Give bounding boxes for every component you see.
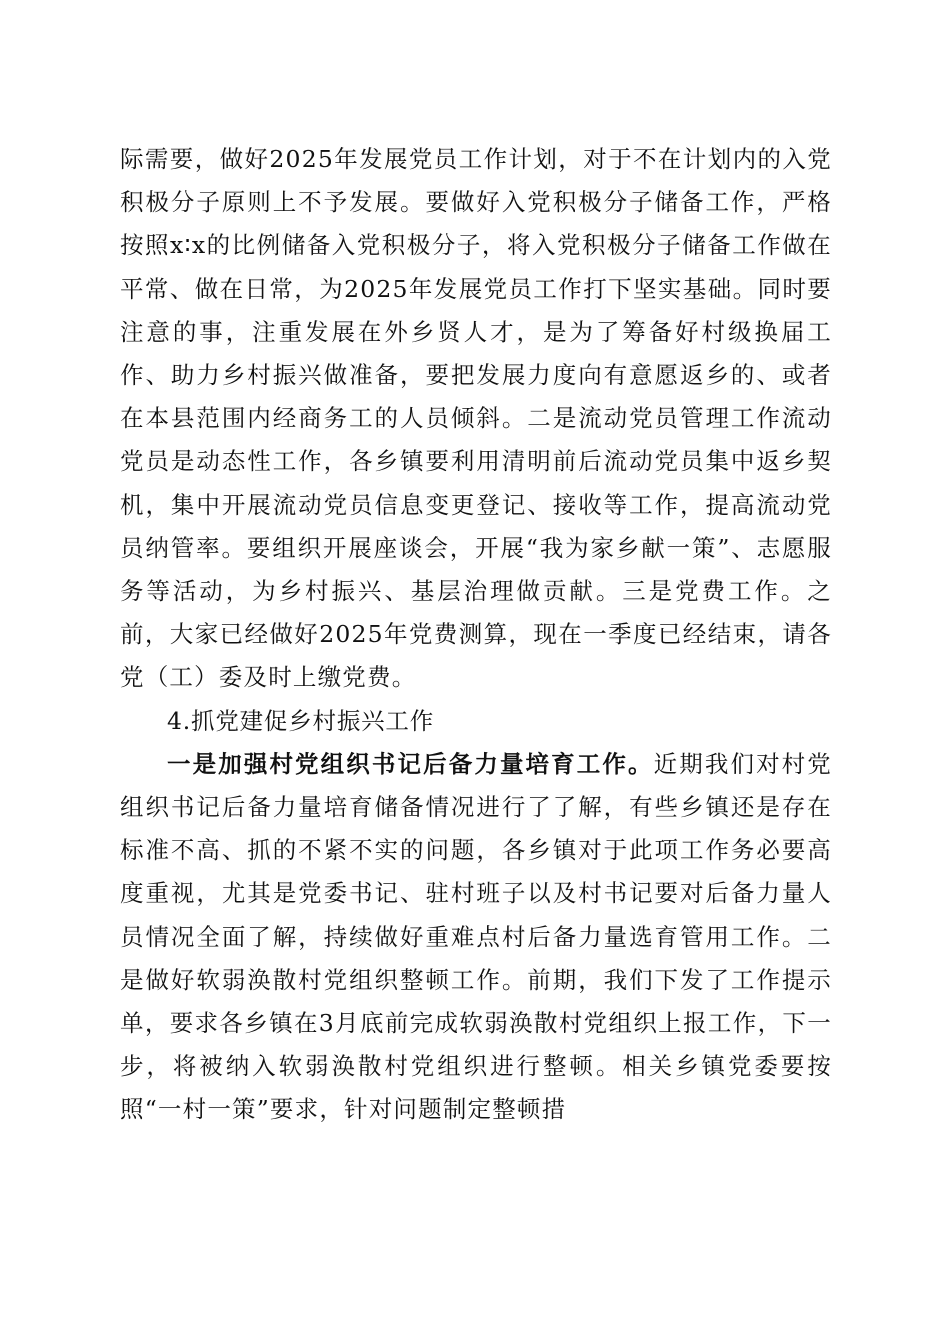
paragraph-body-text: 近期我们对村党组织书记后备力量培育储备情况进行了了解，有些乡镇还是存在标准不高、抓的不紧不实的问题，各乡镇对于此项工作务必要高度重视，尤其是党委书记、驻村班子以及村书记要对后备力量人员情况全面了解，持续做好重难点村后备力量选育管用工作。二是做好软弱涣散村党组织整顿工作。前期，我们下发了工作提示单，要求各乡镇在3月底前完成软弱涣散村党组织上报工作，下一步，将被纳入软弱涣散村党组织进行整顿。相关乡镇党委要按照“一村一策”要求，针对问题制定整顿措 <box>120 749 832 1124</box>
paragraph-rural-revitalization <box>120 743 832 1132</box>
paragraph-lead-sentence: 一是加强村党组织书记后备力量培育工作。 <box>167 749 654 778</box>
section-heading: 4.抓党建促乡村振兴工作 <box>167 706 435 735</box>
document-body <box>120 138 832 1132</box>
paragraph-continuation: 际需要，做好2025年发展党员工作计划，对于不在计划内的入党积极分子原则上不予发展。要做好入党积极分子储备工作，严格按照x∶x的比例储备入党积极分子，将入党积极分子储备工作做在平常、做在日常，为2025年发展党员工作打下坚实基础。同时要注意的事，注重发展在外乡贤人才，是为了筹备好村级换届工作、助力乡村振兴做准备，要把发展力度向有意愿返乡的、或者在本县范围内经商务工的人员倾斜。二是流动党员管理工作流动党员是动态性工作，各乡镇要利用清明前后流动党员集中返乡契机，集中开展流动党员信息变更登记、接收等工作，提高流动党员纳管率。要组织开展座谈会，开展“我为家乡献一策”、志愿服务等活动，为乡村振兴、基层治理做贡献。三是党费工作。之前，大家已经做好2025年党费测算，现在一季度已经结束，请各党（工）委及时上缴党费。 <box>120 145 832 692</box>
